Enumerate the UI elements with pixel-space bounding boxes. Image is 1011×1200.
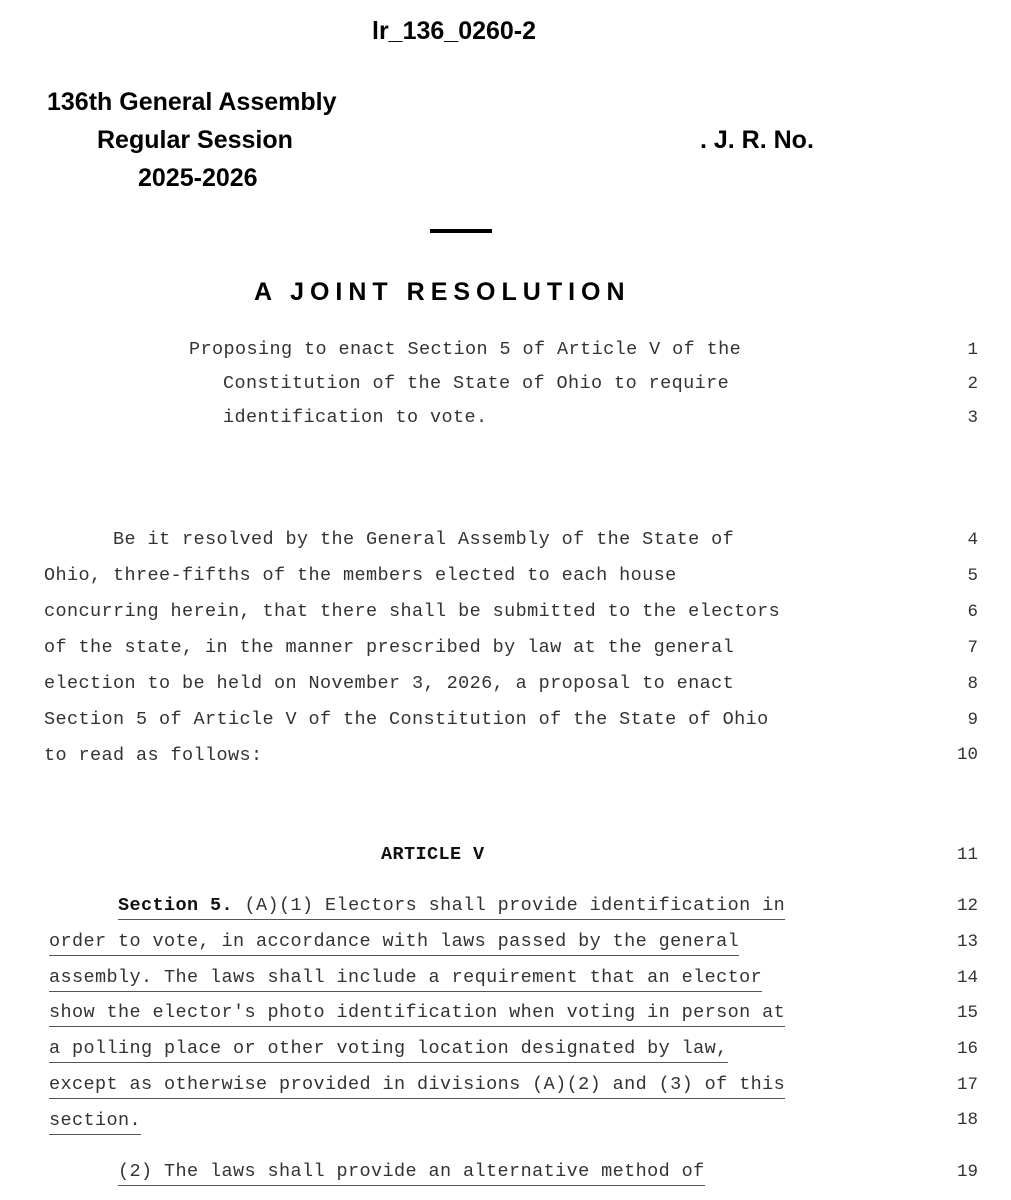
session-years: 2025-2026 bbox=[138, 164, 258, 192]
section-line: assembly. The laws shall include a requirement that an elector bbox=[49, 967, 762, 992]
summary-line: Proposing to enact Section 5 of Article V of the bbox=[189, 339, 742, 360]
line-number: 19 bbox=[956, 1162, 978, 1182]
section-line: except as otherwise provided in divisions (A)(2) and (3) of this bbox=[49, 1074, 785, 1099]
bill-number: . J. R. No. bbox=[700, 126, 814, 154]
section-line: show the elector's photo identification when voting in person at bbox=[49, 1002, 785, 1027]
line-number: 16 bbox=[956, 1039, 978, 1059]
section-line: order to vote, in accordance with laws passed by the general bbox=[49, 931, 739, 956]
line-number: 2 bbox=[967, 374, 978, 394]
summary-line: Constitution of the State of Ohio to require bbox=[223, 373, 730, 394]
draft-id: lr_136_0260-2 bbox=[372, 17, 537, 45]
section-line: section. bbox=[49, 1110, 141, 1135]
assembly-name: 136th General Assembly bbox=[47, 88, 337, 116]
line-number: 18 bbox=[956, 1110, 978, 1130]
line-number: 7 bbox=[967, 638, 978, 658]
body-line: concurring herein, that there shall be submitted to the electors bbox=[44, 601, 781, 622]
body-line: Section 5 of Article V of the Constitution of the State of Ohio bbox=[44, 709, 769, 730]
line-number: 3 bbox=[967, 408, 978, 428]
body-line: of the state, in the manner prescribed by law at the general bbox=[44, 637, 735, 658]
body-line: to read as follows: bbox=[44, 745, 263, 766]
summary-line: identification to vote. bbox=[223, 407, 488, 428]
line-number: 4 bbox=[967, 530, 978, 550]
line-number: 9 bbox=[967, 710, 978, 730]
line-number: 10 bbox=[956, 745, 978, 765]
session-name: Regular Session bbox=[97, 126, 293, 154]
line-number: 17 bbox=[956, 1075, 978, 1095]
section-line: a polling place or other voting location designated by law, bbox=[49, 1038, 728, 1063]
line-number: 15 bbox=[956, 1003, 978, 1023]
section-label: Section 5. bbox=[118, 895, 234, 916]
line-number: 13 bbox=[956, 932, 978, 952]
line-number: 8 bbox=[967, 674, 978, 694]
line-number: 6 bbox=[967, 602, 978, 622]
body-line: Ohio, three-fifths of the members elected to each house bbox=[44, 565, 677, 586]
article-heading: ARTICLE V bbox=[381, 844, 485, 865]
line-number: 12 bbox=[956, 896, 978, 916]
line-number: 14 bbox=[956, 968, 978, 988]
body-line: Be it resolved by the General Assembly of the State of bbox=[113, 529, 735, 550]
body-line: election to be held on November 3, 2026, a proposal to enact bbox=[44, 673, 735, 694]
line-number: 1 bbox=[967, 340, 978, 360]
section-division-2: (2) The laws shall provide an alternative method of bbox=[118, 1161, 705, 1186]
document-title: A JOINT RESOLUTION bbox=[254, 278, 631, 306]
line-number: 5 bbox=[967, 566, 978, 586]
section-text: (A)(1) Electors shall provide identification in bbox=[244, 895, 786, 916]
line-number: 11 bbox=[956, 845, 978, 865]
section-line-first bbox=[118, 895, 785, 920]
title-divider bbox=[430, 229, 492, 233]
